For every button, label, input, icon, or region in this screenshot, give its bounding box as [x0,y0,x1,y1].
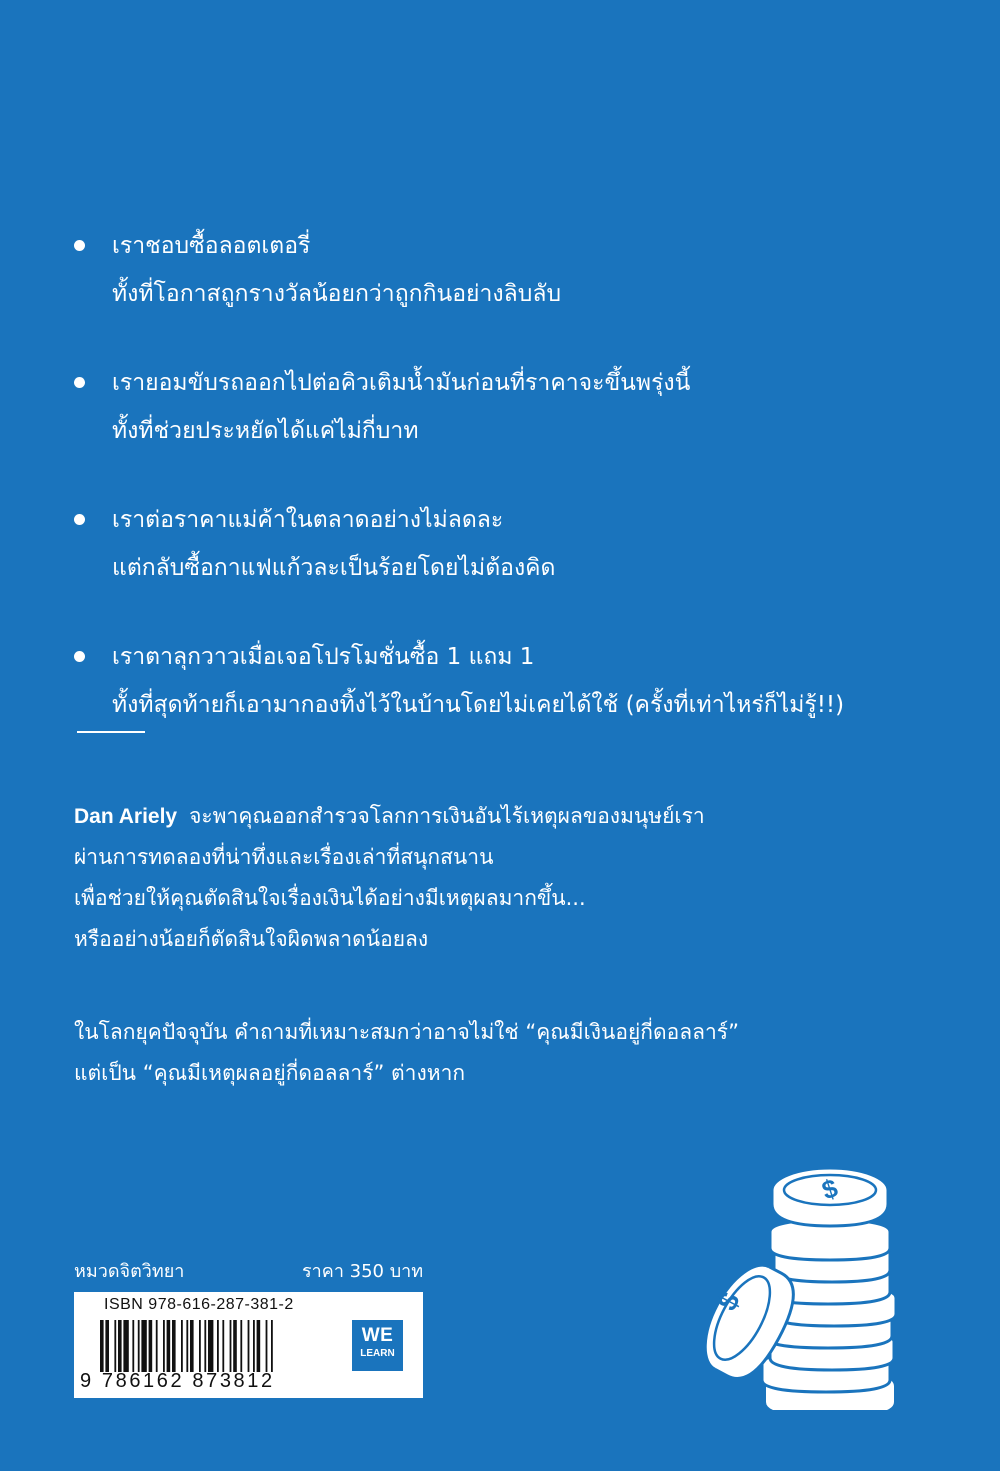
book-category: หมวดจิตวิทยา [74,1261,185,1282]
bullet-item [70,496,970,592]
description-paragraph [74,796,974,960]
section-divider [77,731,145,733]
svg-text:$: $ [818,1172,842,1206]
bullet-line: ทั้งที่สุดท้ายก็เอามากองทิ้งไว้ในบ้านโดยไม่เคยได้ใช้ (ครั้งที่เท่าไหร่ก็ไม่รู้!!) [112,692,845,718]
logo-text-we: WE [361,1325,394,1346]
svg-text:$: $ [711,1287,747,1316]
closing-paragraph [74,1012,974,1094]
logo-text-learn: LEARN [360,1348,395,1359]
bullet-line: เราต่อราคาแม่ค้าในตลาดอย่างไม่ลดละ [112,507,504,533]
book-price: ราคา 350 บาท [302,1261,424,1282]
bullet-line: เรายอมขับรถออกไปต่อคิวเติมน้ำมันก่อนที่ราคาจะขึ้นพรุ่งนี้ [112,370,691,396]
description-line-3: เพื่อช่วยให้คุณตัดสินใจเรื่องเงินได้อย่างมีเหตุผลมากขึ้น... [74,886,586,910]
bullet-dot [74,651,85,662]
bullet-dot [74,377,85,388]
description-line-2: ผ่านการทดลองที่น่าทึ่งและเรื่องเล่าที่สนุกสนาน [74,845,494,869]
description-line-1-text: จะพาคุณออกสำรวจโลกการเงินอันไร้เหตุผลของมนุษย์เรา [189,804,705,828]
bullet-dot [74,514,85,525]
isbn-label: ISBN 978-616-287-381-2 [104,1296,294,1313]
bullet-line: เราชอบซื้อลอตเตอรี่ [112,233,311,259]
bullet-item [70,222,970,318]
barcode-icon [100,1320,330,1372]
bullet-dot [74,240,85,251]
bullet-line: เราตาลุกวาวเมื่อเจอโปรโมชั่นซื้อ 1 แถม 1 [112,644,535,670]
closing-line-1: ในโลกยุคปัจจุบัน คำถามที่เหมาะสมกว่าอาจไม่ใช่ “คุณมีเงินอยู่กี่ดอลลาร์” [74,1020,739,1044]
bullet-line: ทั้งที่โอกาสถูกรางวัลน้อยกว่าถูกกินอย่างลิบลับ [112,281,562,307]
we-learn-logo [352,1320,403,1371]
bullet-item [70,359,970,455]
bullet-line: ทั้งที่ช่วยประหยัดได้แค่ไม่กี่บาท [112,418,419,444]
isbn-barcode-box [74,1292,423,1398]
bullet-line: แต่กลับซื้อกาแฟแก้วละเป็นร้อยโดยไม่ต้องคิด [112,555,556,581]
author-name: Dan Ariely [74,805,178,828]
bullet-list [70,222,970,770]
barcode-digits: 9 786162 873812 [80,1370,275,1392]
coin-stack-icon [690,1160,920,1410]
closing-line-2: แต่เป็น “คุณมีเหตุผลอยู่กี่ดอลลาร์” ต่างหาก [74,1061,466,1085]
description-line-4: หรืออย่างน้อยก็ตัดสินใจผิดพลาดน้อยลง [74,927,429,951]
bullet-item [70,633,970,729]
description-line-1 [74,796,974,837]
